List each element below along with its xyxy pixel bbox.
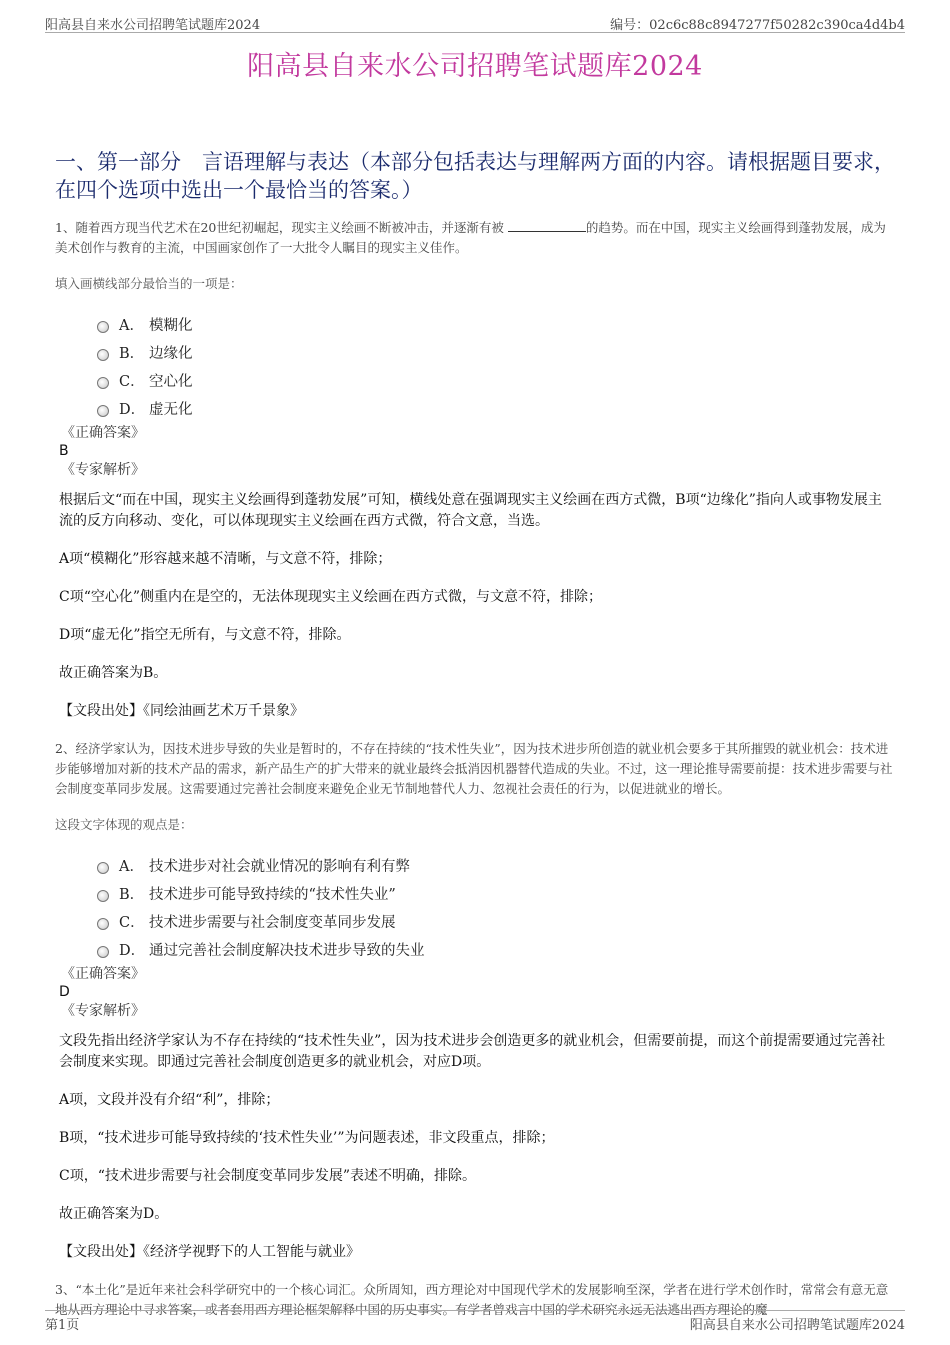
document-title: 阳高县自来水公司招聘笔试题库2024 <box>247 51 703 82</box>
radio-icon[interactable] <box>97 377 109 389</box>
source-citation: 【文段出处】《经济学视野下的人工智能与就业》 <box>59 1244 360 1260</box>
header-doc-number: 编号：02c6c88c8947277f50282c390ca4d4b4 <box>610 18 905 33</box>
analysis-paragraph: 故正确答案为D。 <box>59 1206 169 1222</box>
answer-label: 《正确答案》 <box>61 966 145 982</box>
option-letter: D． <box>119 942 146 959</box>
analysis-label: 《专家解析》 <box>61 462 145 478</box>
analysis-paragraph: D项“虚无化”指空无所有，与文意不符，排除。 <box>59 627 351 643</box>
option-letter: A． <box>119 317 144 334</box>
radio-icon[interactable] <box>97 890 109 902</box>
option-text: 边缘化 <box>149 345 193 362</box>
analysis-block <box>55 1031 893 1263</box>
option-letter: A． <box>119 858 144 875</box>
option-c[interactable] <box>97 907 893 935</box>
option-text: 技术进步可能导致持续的“技术性失业” <box>149 886 396 903</box>
question-1-options <box>97 310 893 422</box>
option-letter: D． <box>119 401 146 418</box>
question-2 <box>55 739 893 1263</box>
question-1 <box>55 218 893 722</box>
radio-icon[interactable] <box>97 321 109 333</box>
question-2-options <box>97 851 893 963</box>
answer-label: 《正确答案》 <box>61 425 145 441</box>
question-2-prompt: 这段文字体现的观点是： <box>55 817 193 832</box>
footer-doc-name: 阳高县自来水公司招聘笔试题库2024 <box>689 1318 905 1333</box>
question-1-text <box>55 218 893 258</box>
question-1-prompt: 填入画横线部分最恰当的一项是： <box>55 276 243 291</box>
analysis-paragraph: A项，文段并没有介绍“利”，排除； <box>59 1092 280 1108</box>
question-1-text-before: 1、随着西方现当代艺术在20世纪初崛起，现实主义绘画不断被冲击，并逐渐有被 <box>55 220 504 235</box>
page-footer <box>45 1310 905 1331</box>
option-text: 模糊化 <box>149 317 193 334</box>
question-list <box>55 218 893 1320</box>
radio-icon[interactable] <box>97 862 109 874</box>
analysis-block <box>55 490 893 722</box>
fill-blank <box>508 219 586 232</box>
analysis-paragraph: 文段先指出经济学家认为不存在持续的“技术性失业”，因为技术进步会创造更多的就业机会，但需要前提，而这个前提需要通过完善社会制度来实现。即通过完善社会制度创造更多的就业机会，对应D项。 <box>59 1033 886 1070</box>
source-citation: 【文段出处】《同绘油画艺术万千景象》 <box>59 703 304 719</box>
option-a[interactable] <box>97 310 893 338</box>
option-letter: C． <box>119 914 145 931</box>
radio-icon[interactable] <box>97 918 109 930</box>
option-text: 虚无化 <box>149 401 193 418</box>
page-header <box>45 12 905 33</box>
analysis-paragraph: 故正确答案为B。 <box>59 665 168 681</box>
answer-value: D <box>59 984 70 1000</box>
option-d[interactable] <box>97 935 893 963</box>
option-c[interactable] <box>97 366 893 394</box>
analysis-paragraph: C项“空心化”侧重内在是空的，无法体现现实主义绘画在西方式微，与文意不符，排除； <box>59 589 603 605</box>
option-text: 技术进步对社会就业情况的影响有利有弊 <box>149 858 410 875</box>
analysis-paragraph: C项，“技术进步需要与社会制度变革同步发展”表述不明确，排除。 <box>59 1168 477 1184</box>
question-1-text-after: 的趋势。而在中国，现实主义绘画得到蓬勃发展，成为美术创作与教育的主流，中国画家创作了一大批令人瞩目的现实主义佳作。 <box>55 220 886 255</box>
question-2-text: 2、经济学家认为，因技术进步导致的失业是暂时的，不存在持续的“技术性失业”，因为技术进步所创造的就业机会要多于其所摧毁的就业机会：技术进步能够增加对新的技术产品的需求，新产品生产的扩大带来的就业最终会抵消因机器替代造成的失业。不过，这一理论推导需要前提：技术进步需要与社会制度变革同步发展。这需要通过完善社会制度来避免企业无节制地替代人力、忽视社会责任的行为，以促进就业的增长。 <box>55 741 893 796</box>
option-text: 空心化 <box>149 373 193 390</box>
option-b[interactable] <box>97 879 893 907</box>
option-letter: C． <box>119 373 145 390</box>
page-number: 第1页 <box>45 1318 80 1333</box>
option-text: 技术进步需要与社会制度变革同步发展 <box>149 914 396 931</box>
option-b[interactable] <box>97 338 893 366</box>
radio-icon[interactable] <box>97 405 109 417</box>
radio-icon[interactable] <box>97 946 109 958</box>
option-a[interactable] <box>97 851 893 879</box>
option-letter: B． <box>119 345 145 362</box>
analysis-label: 《专家解析》 <box>61 1003 145 1019</box>
header-doc-name: 阳高县自来水公司招聘笔试题库2024 <box>45 18 261 33</box>
answer-value: B <box>59 443 69 459</box>
option-text: 通过完善社会制度解决技术进步导致的失业 <box>149 942 425 959</box>
analysis-paragraph: A项“模糊化”形容越来越不清晰，与文意不符，排除； <box>59 551 392 567</box>
analysis-paragraph: B项，“技术进步可能导致持续的‘技术性失业’”为问题表述，非文段重点，排除； <box>59 1130 555 1146</box>
radio-icon[interactable] <box>97 349 109 361</box>
option-d[interactable] <box>97 394 893 422</box>
question-3-text: 3、“本土化”是近年来社会科学研究中的一个核心词汇。众所周知，西方理论对中国现代学术的发展影响至深，学者在进行学术创作时，常常会有意无意地从西方理论中寻求答案，或者套用西方理论框架解释中国的历史事实。有学者曾戏言中国的学术研究永远无法逃出西方理论的魔 <box>55 1282 889 1317</box>
analysis-paragraph: 根据后文“而在中国，现实主义绘画得到蓬勃发展”可知，横线处意在强调现实主义绘画在西方式微，B项“边缘化”指向人或事物发展主流的反方向移动、变化，可以体现现实主义绘画在西方式微，符合文意，当选。 <box>59 492 882 529</box>
section-heading: 一、第一部分 言语理解与表达（本部分包括表达与理解两方面的内容。请根据题目要求，在四个选项中选出一个最恰当的答案。） <box>55 150 895 202</box>
option-letter: B． <box>119 886 145 903</box>
